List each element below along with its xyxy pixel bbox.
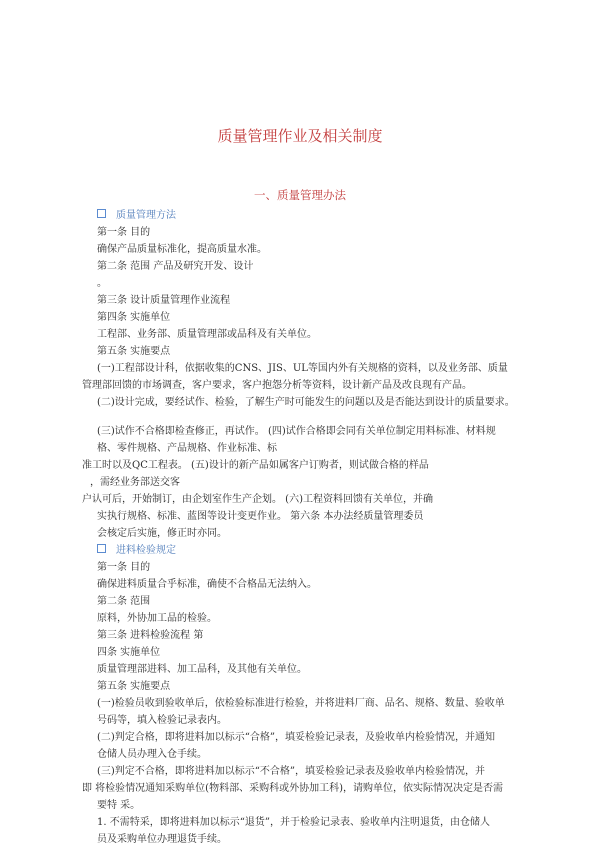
text-line: 确保进料质量合乎标准，确使不合格品无法纳入。 [97, 579, 317, 590]
text-line: ，需经业务部送交客 [90, 477, 180, 488]
text-line: 工程部、业务部、质量管理部或品科及有关单位。 [97, 329, 317, 340]
text-line: 即 将检验情况通知采购单位(物料部、采购科或外协加工科)，请购单位，依实际情况决定是否需 [82, 783, 503, 794]
text-line: 1. 不需特采，即将进料加以标示“退货”，并于检验记录表、验收单内注明退货，由仓储人 [97, 817, 490, 828]
text-line: 确保产品质量标准化，提高质量水准。 [97, 244, 267, 255]
text-line: 第五条 实施要点 [97, 681, 171, 692]
text-line: 准工时以及QC工程表。 (五)设计的新产品如属客户订购者，则试做合格的样品 [82, 460, 429, 471]
document-title: 质量管理作业及相关制度 [217, 127, 383, 145]
text-line: 。 [97, 278, 107, 289]
text-line: 第二条 范围 [97, 596, 151, 607]
checkbox-icon [97, 209, 106, 218]
text-line: 户认可后，开始制订，由企划室作生产企划。 (六)工程资料回馈有关单位，并确 [82, 494, 433, 505]
text-line: 第二条 范围 产品及研究开发、设计 [97, 261, 254, 272]
subsection-heading-label: 进料检验规定 [116, 545, 176, 556]
text-line: 实执行规格、标准、蓝图等设计变更作业。 第六条 本办法经质量管理委员 [97, 511, 424, 522]
subsection-heading-label: 质量管理方法 [116, 210, 176, 221]
text-line: (三)试作不合格即检查修正，再试作。 (四)试作合格即会同有关单位制定用料标准、材料规 [97, 426, 496, 437]
text-line: 第五条 实施要点 [97, 346, 171, 357]
text-line: 四条 实施单位 [97, 647, 161, 658]
text-line: 第三条 进料检验流程 第 [97, 630, 204, 641]
text-line: 管理部回馈的市场调查，客户要求，客户抱怨分析等资料，设计新产品及改良现有产品。 [82, 380, 472, 391]
text-line: (二)判定合格，即将进料加以标示“合格”，填妥检验记录表，及验收单内检验情况，并通知 [97, 732, 496, 743]
text-line: 格、零件规格、产品规格、作业标准、标 [97, 443, 277, 454]
text-line: 会核定后实施，修正时亦同。 [97, 528, 227, 539]
text-line: 员及采购单位办理退货手续。 [97, 834, 227, 845]
text-line: 仓储人员办理入仓手续。 [97, 749, 207, 760]
text-line: 第四条 实施单位 [97, 312, 171, 323]
text-line: (二)设计完成，要经试作、检验，了解生产时可能发生的问题以及是否能达到设计的质量要求。 [97, 397, 515, 408]
text-line: 要特 采。 [97, 800, 141, 811]
text-line: (一)工程部设计科，依据收集的CNS、JIS、UL等国内外有关规格的资料，以及业务部、质量 [97, 363, 508, 374]
subsection-heading-incoming-inspection [97, 544, 176, 558]
section-title: 一、质量管理办法 [254, 188, 346, 202]
text-line: 第一条 目的 [97, 562, 151, 573]
text-line: (三)判定不合格，即将进料加以标示“不合格”，填妥检验记录表及验收单内检验情况，并 [97, 766, 486, 777]
text-line: 第一条 目的 [97, 227, 151, 238]
text-line: 质量管理部进料、加工品科，及其他有关单位。 [97, 664, 307, 675]
text-line: (一)检验员收到验收单后，依检验标准进行检验，并将进料厂商、品名、规格、数量、验收单 [97, 698, 505, 709]
checkbox-icon [97, 544, 106, 553]
text-line: 号码等，填入检验记录表内。 [97, 715, 227, 726]
text-line: 第三条 设计质量管理作业流程 [97, 295, 231, 306]
subsection-heading-quality-method [97, 209, 176, 223]
text-line: 原料，外协加工品的检验。 [97, 613, 217, 624]
